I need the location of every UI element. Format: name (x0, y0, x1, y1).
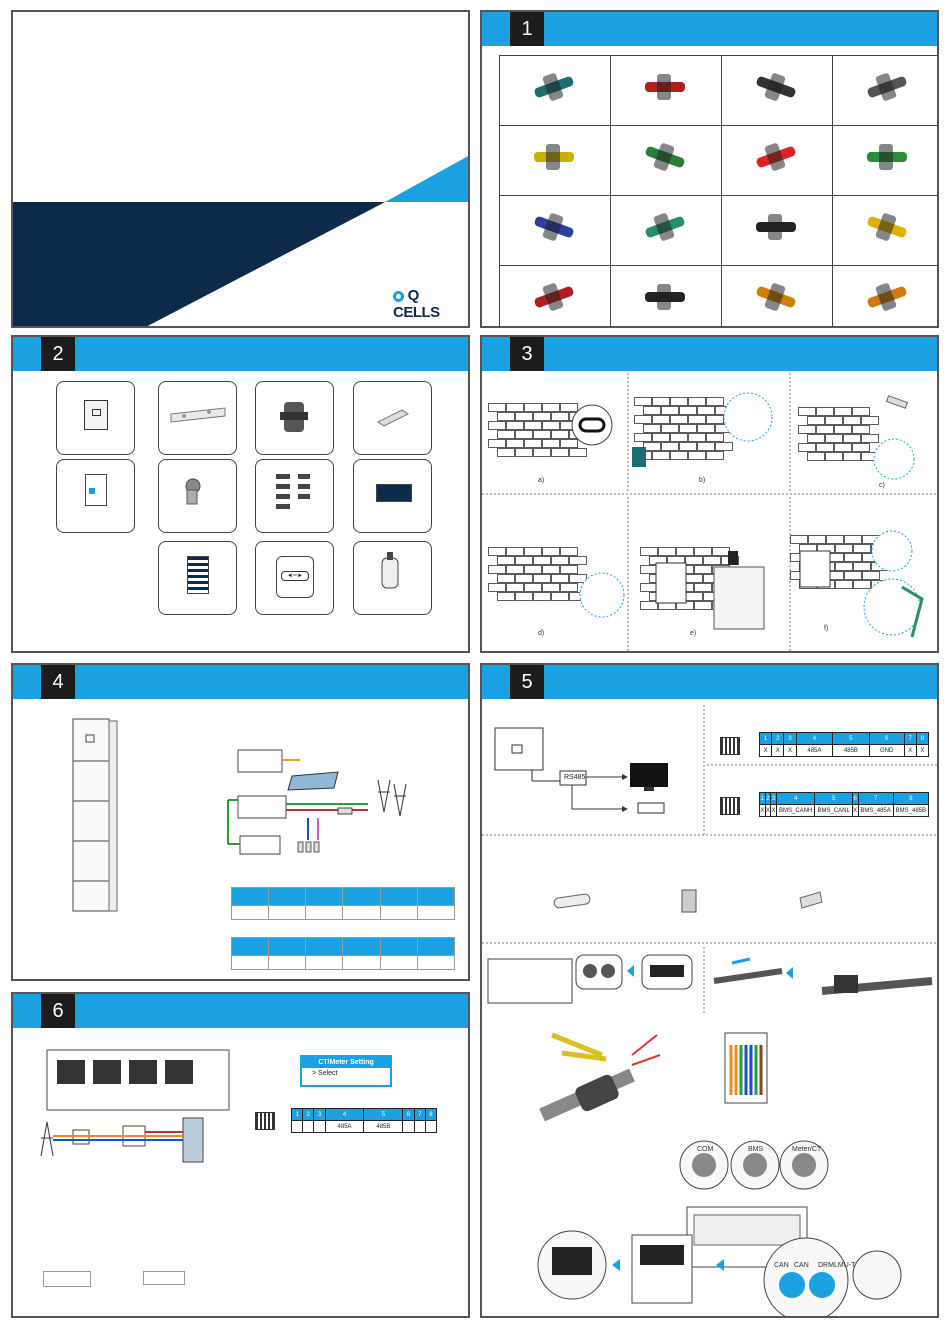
port-label-meter: Meter/CT (792, 1146, 822, 1153)
tool-grid (499, 55, 939, 318)
step-caption-b: b) (699, 477, 706, 484)
spec-table-2 (231, 937, 455, 970)
section-number: 5 (510, 665, 544, 699)
pin-number: 4 (325, 1109, 364, 1121)
tool-cell (832, 195, 939, 268)
section-number: 2 (41, 337, 75, 371)
pin-value: GND (869, 745, 904, 757)
meter-ct-item (353, 541, 432, 615)
tool-cell (499, 55, 613, 128)
torque-wrench-icon (833, 56, 939, 124)
step-caption-d: d) (538, 630, 545, 637)
pin-number: 6 (869, 733, 904, 745)
wifi-dongle-item: ◄═► (255, 541, 334, 615)
section-header (13, 665, 468, 699)
cable-gland-item (255, 381, 334, 455)
section-number: 6 (41, 994, 75, 1028)
rj45-plug-icon-3 (255, 1112, 275, 1130)
port-label-com: COM (697, 1146, 714, 1153)
pin-value: X (760, 805, 766, 817)
pin-number: 1 (292, 1109, 303, 1121)
step-caption-f: f) (824, 625, 829, 632)
warranty-card-item (353, 459, 432, 533)
cover-logo: Q CELLS (393, 287, 440, 321)
section-number: 4 (41, 665, 75, 699)
tool-cell (832, 265, 939, 328)
rs485-label: RS485 (564, 774, 586, 781)
section-4-system (11, 663, 470, 981)
battery-stack-illustration (67, 717, 147, 917)
ct-meter-setting-menu (300, 1055, 392, 1087)
pin-number: 8 (893, 793, 928, 805)
utility-knife-icon (722, 126, 832, 194)
step-caption-c: c) (879, 482, 885, 489)
pin-value: 485B (833, 745, 870, 757)
manual-item (56, 459, 135, 533)
pin-value: X (765, 805, 771, 817)
section-6-meter (11, 992, 470, 1318)
step-caption-a: a) (538, 477, 545, 484)
pin-value: X (772, 745, 784, 757)
pin-value: X (916, 745, 928, 757)
wire-stripper-icon (500, 196, 610, 264)
pin-number: 1 (760, 793, 766, 805)
pin-value (303, 1121, 314, 1133)
meter-wiring-diagram (33, 1046, 233, 1166)
tool-cell (832, 55, 939, 128)
connector-set-item (255, 459, 334, 533)
port-callouts-illustration (482, 1135, 939, 1318)
tool-cell (721, 125, 835, 198)
menu-item-select[interactable]: > Select (312, 1070, 338, 1077)
hex-key-icon (611, 196, 721, 264)
pin-number: 3 (314, 1109, 325, 1121)
pin-number: 2 (303, 1109, 314, 1121)
spec-table-1 (231, 887, 455, 920)
pin-number: 3 (784, 733, 796, 745)
q-logo-icon (393, 291, 404, 302)
tool-cell (721, 55, 835, 128)
section-header (482, 12, 937, 46)
tape-measure-icon (833, 196, 939, 264)
pin-value (292, 1121, 303, 1133)
section-header (13, 337, 468, 371)
cover-graphic (13, 12, 470, 328)
pin-number: 2 (772, 733, 784, 745)
pin-number: 6 (403, 1109, 414, 1121)
system-wiring-diagram (218, 740, 418, 860)
label-box-left (43, 1271, 91, 1287)
pin-value: X (760, 745, 772, 757)
mounting-details (482, 337, 939, 653)
pin-number: 5 (815, 793, 852, 805)
pin-number: 7 (414, 1109, 425, 1121)
pin-value (314, 1121, 325, 1133)
crimping-illustration (482, 1025, 939, 1135)
tool-cell (721, 195, 835, 268)
tool-cell (610, 55, 724, 128)
menu-title: CT/Meter Setting (302, 1057, 390, 1068)
pin-number: 3 (771, 793, 777, 805)
tool-cell (721, 265, 835, 328)
section-number: 1 (510, 12, 544, 46)
stripping-tool-icon (833, 126, 939, 194)
tool-cell (499, 195, 613, 268)
marker-icon (611, 266, 721, 328)
port-label-can-2: CAN (794, 1262, 809, 1269)
port-label-bms: BMS (748, 1146, 764, 1153)
section-2-packing-list (11, 335, 470, 653)
drill-icon (500, 56, 610, 124)
cable-parts-illustration (482, 880, 939, 940)
spirit-level-icon (833, 266, 939, 328)
pin-number: 5 (364, 1109, 403, 1121)
pin-value: BMS_485A (858, 805, 893, 817)
section-header (13, 994, 468, 1028)
port-label-can-1: CAN (774, 1262, 789, 1269)
com-port-assembly-illustration (482, 951, 939, 1021)
tool-cell (610, 125, 724, 198)
pin-value: BMS_485B (893, 805, 928, 817)
section-1-tools (480, 10, 939, 328)
pin-value: 485A (796, 745, 833, 757)
tool-cell (499, 265, 613, 328)
wire-cutter-icon (611, 126, 721, 194)
label-box-right (143, 1271, 185, 1285)
pin-number: 4 (796, 733, 833, 745)
step-caption-e: e) (690, 630, 697, 637)
bracket-clip-item (353, 381, 432, 455)
tool-cell (832, 125, 939, 198)
section-5-communication (480, 663, 939, 1318)
tool-cell (499, 125, 613, 198)
inverter-item (56, 381, 135, 455)
pin-value: X (904, 745, 916, 757)
pin-value: X (771, 805, 777, 817)
pin-number: 6 (852, 793, 858, 805)
cover-panel (11, 10, 470, 328)
tool-cell (610, 195, 724, 268)
screwdriver-icon (722, 56, 832, 124)
pin-number: 8 (425, 1109, 436, 1121)
pin-number: 1 (760, 733, 772, 745)
pin-value (425, 1121, 436, 1133)
pin-value: 485B (364, 1121, 403, 1133)
pin-number: 2 (765, 793, 771, 805)
pin-value: X (852, 805, 858, 817)
pin-value (414, 1121, 425, 1133)
meter-pin-table (291, 1108, 437, 1133)
crimping-tool-icon (500, 126, 610, 194)
crimper-icon (500, 266, 610, 328)
section-3-mounting (480, 335, 939, 653)
pin-value: 485A (325, 1121, 364, 1133)
pin-number: 4 (776, 793, 815, 805)
screw-item (158, 459, 237, 533)
multimeter-icon (611, 56, 721, 124)
pin-value (403, 1121, 414, 1133)
port-label-lmu: LMU-T (834, 1262, 856, 1269)
section-number: 3 (510, 337, 544, 371)
rubber-mallet-icon (722, 196, 832, 264)
pin-number: 7 (858, 793, 893, 805)
mounting-bracket-item (158, 381, 237, 455)
ratchet-crimper-icon (722, 266, 832, 328)
pin-value: X (784, 745, 796, 757)
tool-cell (610, 265, 724, 328)
pin-number: 5 (833, 733, 870, 745)
pin-value: BMS_CANL (815, 805, 852, 817)
port-label-drm: DRM (818, 1262, 834, 1269)
quick-guide-item (158, 541, 237, 615)
pin-value: BMS_CANH (776, 805, 815, 817)
pin-number: 7 (904, 733, 916, 745)
pin-number: 8 (916, 733, 928, 745)
